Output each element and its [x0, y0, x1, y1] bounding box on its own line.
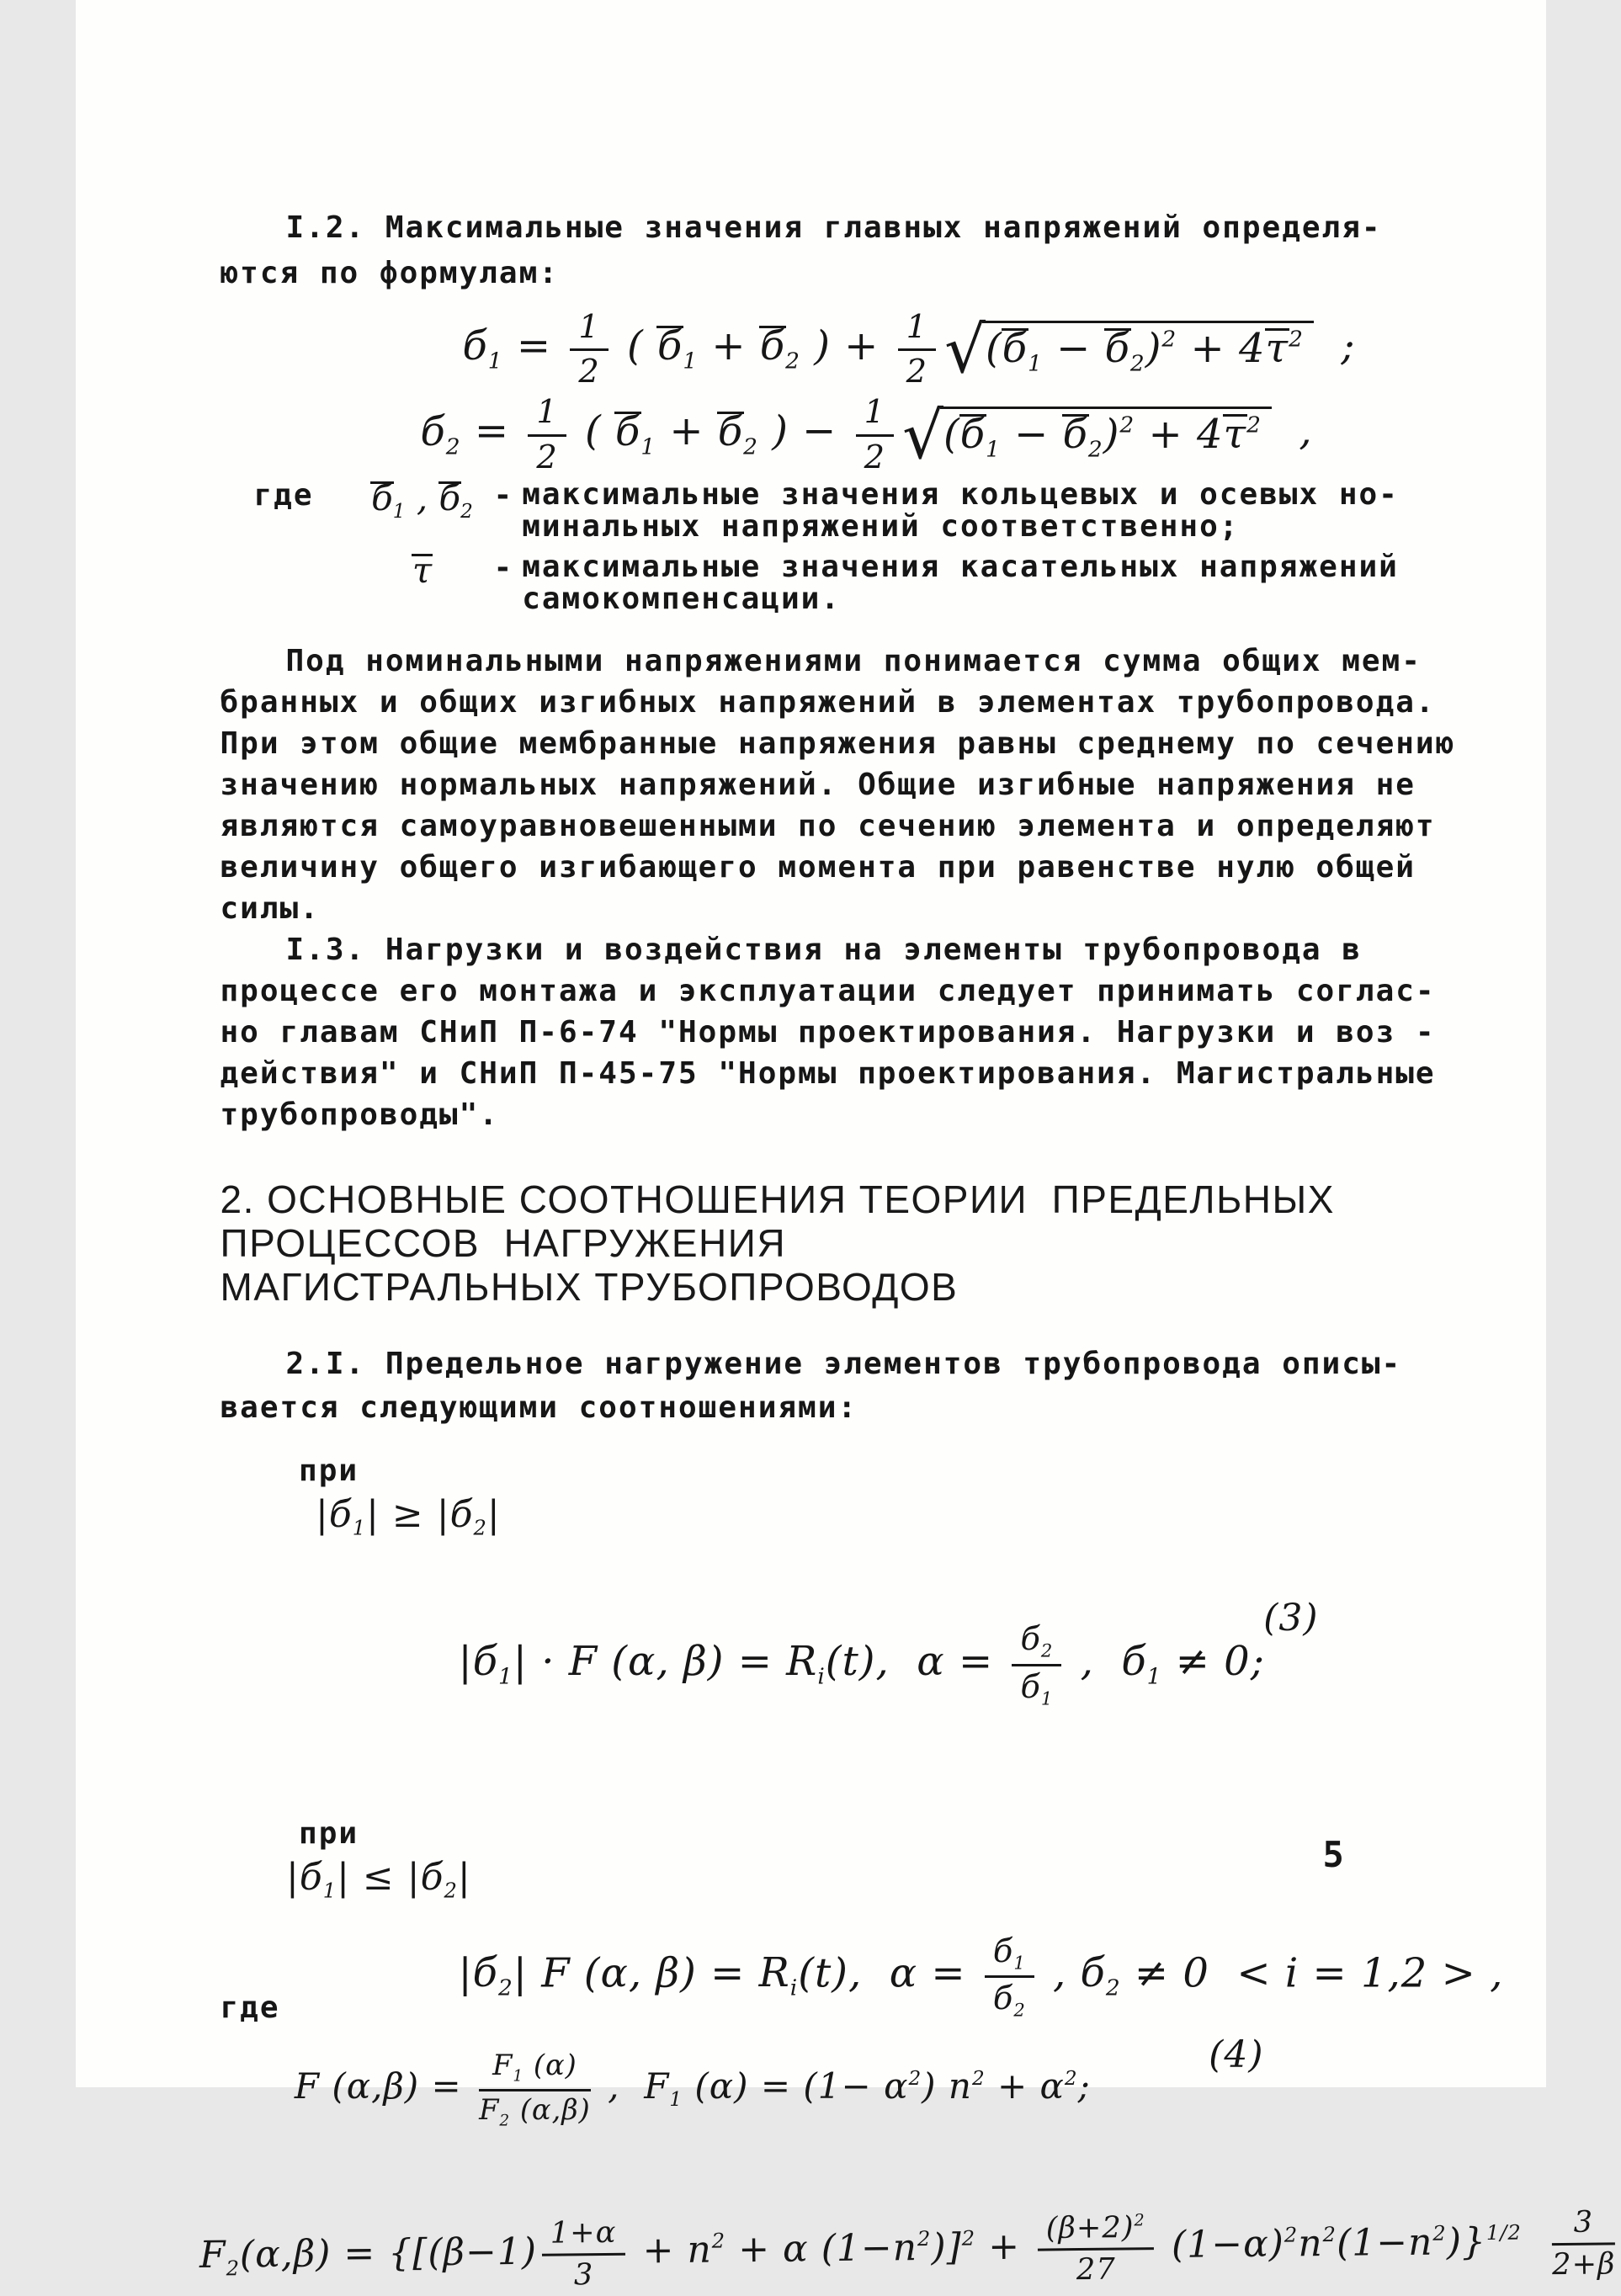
scanned-document-page	[76, 0, 1616, 2293]
where-label: где	[253, 477, 314, 513]
text-line: значению нормальных напряжений. Общие изгибные напряжения не	[220, 767, 1416, 802]
tau-bar-symbol: τ	[412, 549, 433, 591]
text-line: ПРОЦЕССОВ НАГРУЖЕНИЯ	[220, 1220, 787, 1265]
text-line: бранных и общих изгибных напряжений в элементах трубопровода.	[220, 684, 1436, 720]
para-1-3	[220, 929, 1436, 1135]
text-line: I.3. Нагрузки и воздействия на элементы трубопровода в	[285, 932, 1362, 967]
text-line: но главам СНиП П-6-74 "Нормы проектирования. Нагрузки и воз -	[220, 1014, 1436, 1050]
text-line: величину общего изгибающего момента при равенстве нулю общей	[220, 849, 1416, 885]
para-nominal-stresses	[220, 640, 1456, 929]
condition-label: при	[299, 1816, 359, 1852]
text-line: Под номинальными напряжениями понимается сумма общих мем-	[285, 643, 1422, 678]
condition-sigma1-le-sigma2	[221, 1796, 1432, 1929]
equation-3-body: $|б_1| \cdot F$ (α, $\beta) = R_i(t)$, α = $\frac{б_2}{б_1}$ , $б_1 \ne 0$;	[458, 1620, 1265, 1709]
condition-formula: $|б_1| \ge |б_2|$	[316, 1492, 501, 1540]
where-label-2: где	[220, 1990, 280, 2026]
text-line: процессе его монтажа и эксплуатации следует принимать соглас-	[220, 973, 1436, 1008]
text-line: самокомпенсации.	[522, 581, 841, 616]
condition-label: при	[299, 1453, 359, 1488]
formula-sigma-1: $б_1$ = $\frac{1}{2}$ ( $б_1 + б_2$ ) + $\frac{1}{2}$ $√(б_1 - б_2)^2 + 4\tau^2$ ;	[462, 308, 1356, 391]
text-line: максимальные значения касательных напряжений	[522, 549, 1399, 584]
dash: -	[493, 550, 513, 585]
where-definitions	[221, 476, 1432, 616]
section-2-heading	[221, 1177, 1432, 1309]
text-line: трубопроводы".	[220, 1097, 499, 1132]
text-line: I.2. Максимальные значения главных напряжений определя-	[285, 210, 1382, 245]
text-line: действия" и СНиП П-45-75 "Нормы проектирования. Магистральные	[220, 1055, 1436, 1091]
text-line: 2.I. Предельное нагружение элементов трубопровода описы-	[285, 1346, 1402, 1381]
page-number: 5	[1322, 1834, 1344, 1875]
dash: -	[493, 477, 513, 513]
sigma-bar-symbols: $б_1$ , $б_2$	[371, 476, 473, 524]
text-line: 2. ОСНОВНЫЕ СООТНОШЕНИЯ ТЕОРИИ ПРЕДЕЛЬНЫХ	[220, 1177, 1335, 1221]
equation-3-continued: $|б_2|$ F (α, $\beta) = R_i(t)$, α = $\frac{б_1}{б_2}$ , $б_2 \ne 0 < i = 1,2$ > ,	[458, 1932, 1504, 2021]
where-term-tau-text	[522, 551, 1432, 615]
where-term-tau	[221, 551, 1432, 615]
equation-3	[404, 1578, 1432, 1794]
formula-sigma-2: $б_2$ = $\frac{1}{2}$ ( $б_1 + б_2$ ) − $\frac{1}{2}$ $√(б_1 - б_2)^2 + 4\tau^2$ ,	[420, 393, 1313, 476]
text-line: вается следующими соотношениями:	[220, 1390, 858, 1425]
where-term-sigma	[221, 476, 1432, 544]
text-line: ются по формулам:	[220, 256, 559, 290]
text-line: При этом общие мембранные напряжения равны среднему по сечению	[220, 725, 1456, 761]
equation-f2: $F_2(\alpha,\beta) = \{[(\beta-1)$ $\frac{1+\alpha}{3}$ + $n^2 + \alpha$ $(1-n^2)]^2$ + $\frac{(\beta+2)^2}{27}$ $(1-\alpha)^2n^2(1-n^2)\}^{1/2}$ $\frac{3}{2+\beta}$	[199, 2204, 1616, 2293]
text-line: силы.	[220, 890, 320, 926]
para-2-1	[221, 1342, 1432, 1430]
condition-sigma1-ge-sigma2	[221, 1433, 1432, 1566]
text-line: максимальные значения кольцевых и осевых но-	[522, 476, 1399, 512]
text-line: являются самоуравновешенными по сечению элемента и определяют	[220, 808, 1436, 843]
para-1-2	[221, 205, 1432, 296]
equation-4	[247, 2012, 1432, 2204]
equation-3-number: (3)	[1263, 1596, 1319, 1640]
equation-4-body: F (α,β) = $\frac{F_1 (\alpha)}{F_2 (\alpha,\beta)}$ , $F_1$ $(\alpha) = (1- \alpha^2)$ $n^2 + \alpha^2$;	[294, 2049, 1091, 2130]
condition-formula: $|б_1| \le |б_2|$	[286, 1856, 471, 1903]
where-term-sigma-text	[522, 476, 1432, 544]
text-line: МАГИСТРАЛЬНЫХ ТРУБОПРОВОДОВ	[220, 1264, 959, 1309]
text-line: минальных напряжений соответственно;	[522, 508, 1240, 544]
equation-4-number: (4)	[1209, 2033, 1264, 2077]
